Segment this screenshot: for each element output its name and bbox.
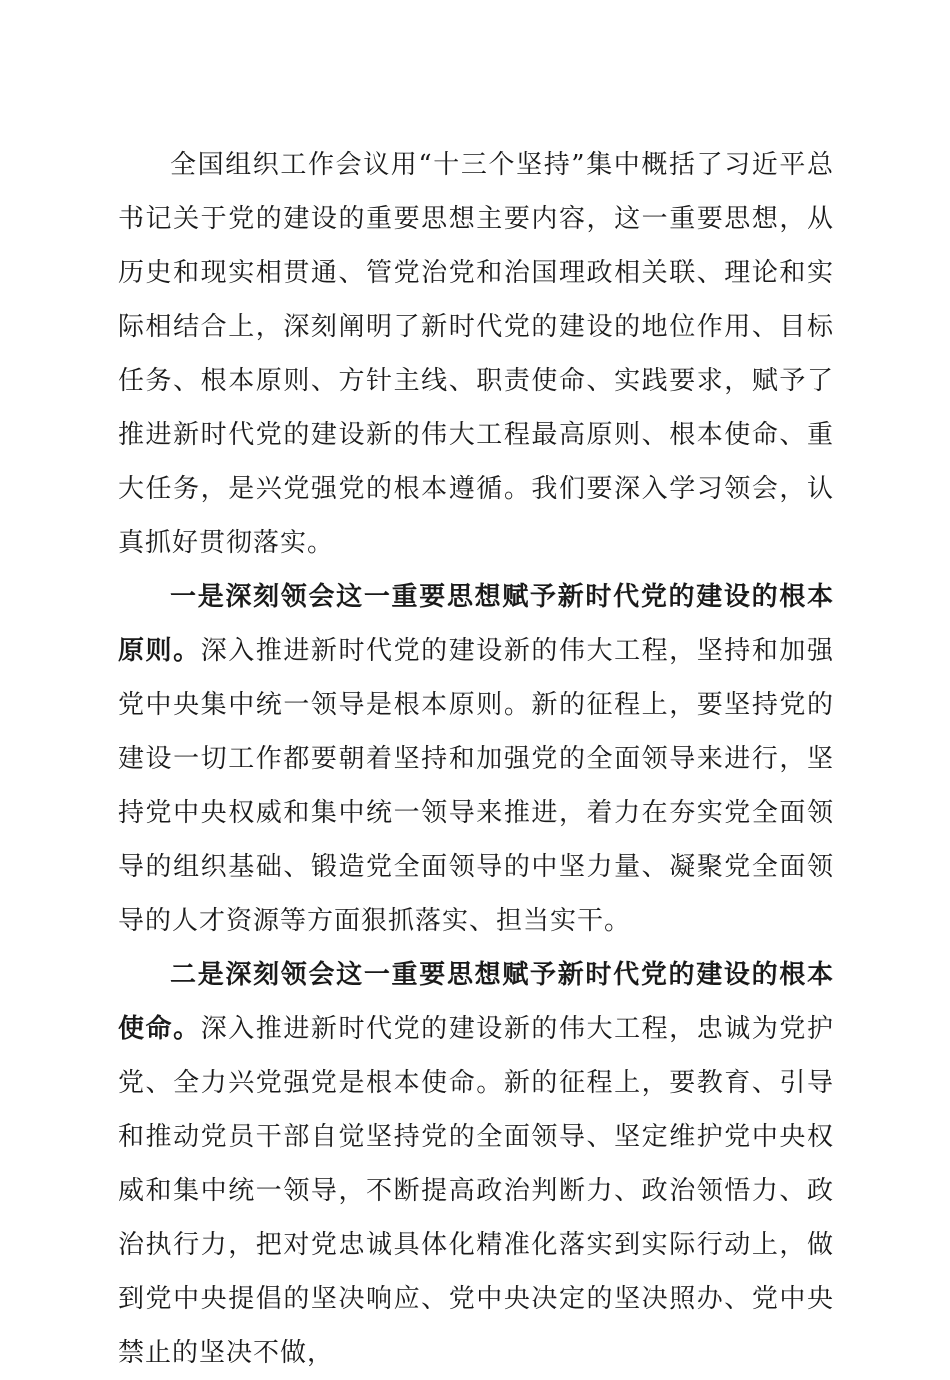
paragraph-text: 深入推进新时代党的建设新的伟大工程，坚持和加强党中央集中统一领导是根本原则。新的征程上，要坚持党的建设一切工作都要朝着坚持和加强党的全面领导来进行，坚持党中央权威和集中统一领导来推进，着力在夯实党全面领导的组织基础、锻造党全面领导的中坚力量、凝聚党全面领导的人才资源等方面狠抓落实、担当实干。: [118, 636, 834, 936]
paragraph-lead: 二是深刻领会这一重要思想赋予新时代党的建设的根本使命。: [118, 960, 834, 1044]
paragraph-intro: [118, 138, 834, 570]
paragraph-text: 深入推进新时代党的建设新的伟大工程，忠诚为党护党、全力兴党强党是根本使命。新的征程上，要教育、引导和推动党员干部自觉坚持党的全面领导、坚定维护党中央权威和集中统一领导，不断提高政治判断力、政治领悟力、政治执行力，把对党忠诚具体化精准化落实到实际行动上，做到党中央提倡的坚决响应、党中央决定的坚决照办、党中央禁止的坚决不做，: [118, 1014, 834, 1368]
paragraph-text: 全国组织工作会议用“十三个坚持”集中概括了习近平总书记关于党的建设的重要思想主要内容，这一重要思想，从历史和现实相贯通、管党治党和治国理政相关联、理论和实际相结合上，深刻阐明了新时代党的建设的地位作用、目标任务、根本原则、方针主线、职责使命、实践要求，赋予了推进新时代党的建设新的伟大工程最高原则、根本使命、重大任务，是兴党强党的根本遵循。我们要深入学习领会，认真抓好贯彻落实。: [118, 150, 834, 558]
paragraph-second-point: [118, 948, 834, 1380]
paragraph-lead: 一是深刻领会这一重要思想赋予新时代党的建设的根本原则。: [118, 582, 834, 666]
document-body: [118, 138, 834, 1380]
paragraph-first-point: [118, 570, 834, 948]
